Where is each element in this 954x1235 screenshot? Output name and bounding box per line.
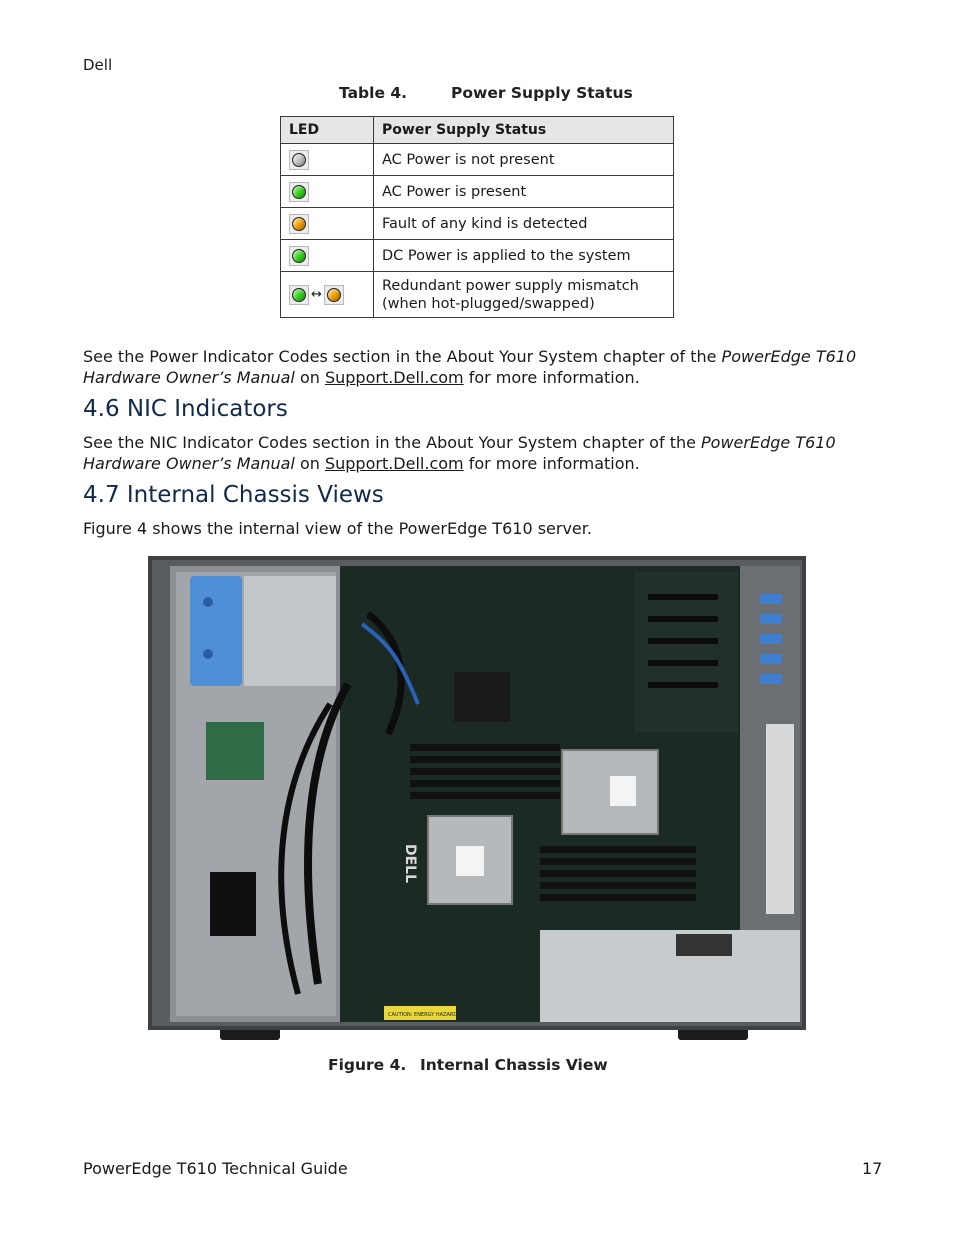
led-green-icon [289, 246, 309, 266]
led-off-icon [289, 150, 309, 170]
led-amber-icon [324, 285, 344, 305]
paragraph-text: for more information. [463, 368, 640, 387]
led-cell [281, 144, 374, 176]
interface-card [206, 722, 264, 780]
internal-chassis-figure [148, 554, 806, 1044]
table-header-row [281, 117, 674, 144]
figure-caption-title: Internal Chassis View [420, 1056, 608, 1074]
status-cell: AC Power is present [374, 176, 674, 208]
section-heading-nic-indicators: 4.6 NIC Indicators [83, 396, 288, 422]
status-line-1: Redundant power supply mismatch [382, 277, 639, 294]
alternating-arrow-icon: ↔ [311, 286, 322, 302]
manual-title: PowerEdge T610 Hardware Owner’s Manual [83, 347, 857, 387]
status-line-2: (when hot-plugged/swapped) [382, 295, 595, 312]
table-row [281, 176, 674, 208]
bracket-screw [203, 597, 213, 607]
figure-caption-number: Figure 4. [328, 1056, 407, 1074]
footer-document-title: PowerEdge T610 Technical Guide [83, 1159, 348, 1178]
table-caption-number: Table 4. [339, 84, 408, 102]
table-row [281, 208, 674, 240]
column-header-status: Power Supply Status [374, 117, 674, 144]
section-heading-internal-chassis-views: 4.7 Internal Chassis Views [83, 482, 384, 508]
table-row [281, 144, 674, 176]
figure-caption [328, 1056, 608, 1074]
support-link[interactable]: Support.Dell.com [324, 454, 464, 473]
manual-title: PowerEdge T610 Hardware Owner’s Manual [83, 433, 836, 473]
led-cell [281, 240, 374, 272]
power-supply [540, 930, 800, 1022]
led-cell [281, 208, 374, 240]
led-cell [281, 176, 374, 208]
paragraph-text: on [294, 454, 325, 473]
heatsink-label [610, 776, 636, 806]
table-row [281, 240, 674, 272]
nic-indicator-paragraph [83, 432, 873, 474]
table-row [281, 272, 674, 318]
page-header-brand: Dell [83, 56, 113, 74]
led-amber-icon [289, 214, 309, 234]
led-green-icon [289, 285, 309, 305]
drive-cage [244, 576, 336, 686]
table-caption-title: Power Supply Status [451, 84, 633, 102]
paragraph-text: on [294, 368, 325, 387]
board-logo: DELL [402, 844, 418, 884]
led-cell [281, 272, 374, 318]
status-cell: Fault of any kind is detected [374, 208, 674, 240]
status-cell: AC Power is not present [374, 144, 674, 176]
battery-module [210, 872, 256, 936]
rear-vent [766, 724, 794, 914]
status-cell [374, 272, 674, 318]
bracket-screw [203, 649, 213, 659]
paragraph-text: See the Power Indicator Codes section in the About Your System chapter of the [83, 347, 722, 366]
table-caption [339, 84, 633, 102]
support-link[interactable]: Support.Dell.com [324, 368, 464, 387]
power-supply-status-table [280, 116, 674, 318]
footer-page-number: 17 [862, 1159, 883, 1178]
column-header-led: LED [281, 117, 374, 144]
drive-bracket [190, 576, 242, 686]
chassis-intro-paragraph: Figure 4 shows the internal view of the PowerEdge T610 server. [83, 519, 592, 538]
power-indicator-paragraph [83, 346, 873, 388]
power-supply-handle [676, 934, 732, 956]
paragraph-text: See the NIC Indicator Codes section in the About Your System chapter of the [83, 433, 702, 452]
status-cell: DC Power is applied to the system [374, 240, 674, 272]
paragraph-text: for more information. [463, 454, 640, 473]
energy-hazard-label-text: CAUTION: ENERGY HAZARD [388, 1012, 458, 1018]
chipset-heatsink [454, 672, 510, 722]
led-green-icon [289, 182, 309, 202]
heatsink-label [456, 846, 484, 876]
